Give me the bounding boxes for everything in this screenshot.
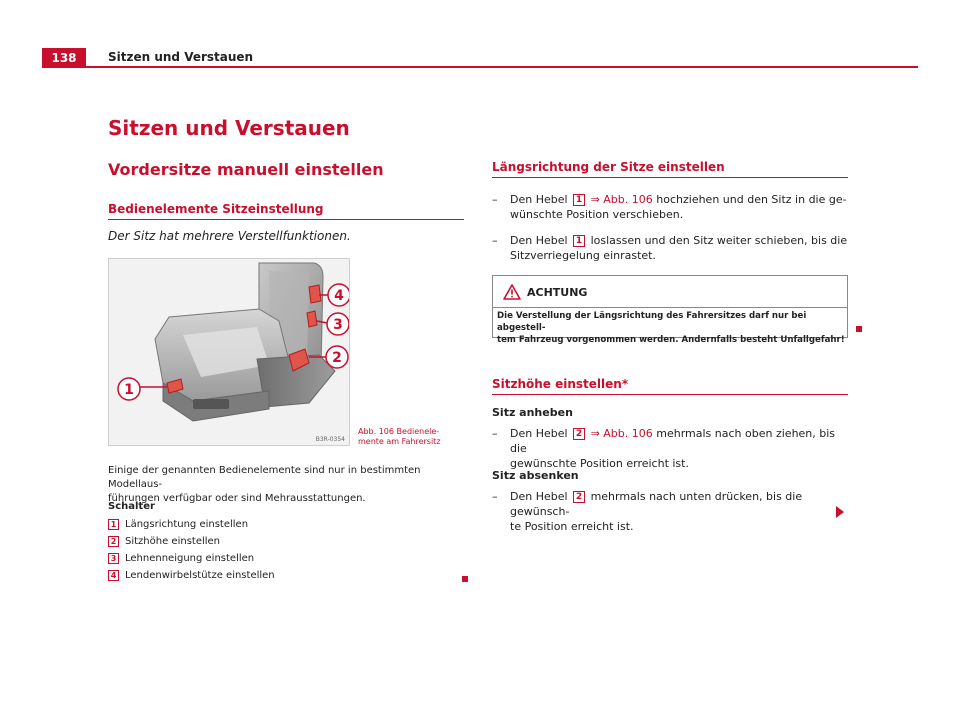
warning-line-2: tem Fahrzeug vorgenommen werden. Andernfalls besteht Unfallgefahr! [497, 335, 845, 345]
step-line2: wünschte Position verschieben. [510, 208, 684, 221]
section1-steps [492, 192, 852, 263]
callout-1 [118, 378, 140, 400]
section2-title: Sitzhöhe einstellen* [492, 377, 848, 395]
chapter-title: Sitzen und Verstauen [108, 116, 350, 140]
warning-triangle-icon [503, 284, 521, 300]
lower-heading: Sitz absenken [492, 469, 579, 482]
intro-text: Der Sitz hat mehrere Verstellfunktionen. [108, 229, 351, 243]
raise-heading: Sitz anheben [492, 406, 573, 419]
callout-4 [328, 284, 350, 306]
warning-end-mark [856, 326, 862, 332]
note-line-2: führungen verfügbar oder sind Mehrausstattungen. [108, 493, 366, 504]
item-label: Längsrichtung einstellen [125, 519, 249, 530]
step-line2: gewünschte Position erreicht ist. [510, 457, 689, 470]
item-number: 1 [108, 519, 119, 530]
seat-illustration [109, 259, 350, 446]
step-lower [492, 489, 852, 534]
warning-title: ACHTUNG [527, 286, 588, 299]
lower-step [492, 489, 852, 534]
step-pre: Den Hebel [510, 234, 568, 247]
step-post: loslassen und den Sitz weiter schieben, bis die [590, 234, 848, 247]
step-dash: – [492, 490, 498, 503]
step-pre: Den Hebel [510, 193, 568, 206]
step-lever-number: 1 [573, 235, 585, 247]
item-label: Lehnenneigung einstellen [125, 553, 255, 564]
step-pre: Den Hebel [510, 427, 568, 440]
list-item [108, 533, 275, 550]
step-pre: Den Hebel [510, 490, 568, 503]
step-dash: – [492, 427, 498, 440]
svg-text:3: 3 [333, 317, 343, 333]
callout-2 [326, 346, 348, 368]
page-number: 138 [42, 48, 86, 68]
seat-figure [108, 258, 350, 446]
schalter-heading: Schalter [108, 501, 155, 512]
step-post: hochziehen und den Sitz in die ge- [656, 193, 847, 206]
figure-reference-link[interactable]: ⇒ Abb. 106 [590, 427, 653, 440]
raise-step [492, 426, 852, 471]
figure-code: B3R-0354 [315, 436, 345, 443]
svg-text:2: 2 [332, 350, 342, 366]
continue-arrow-icon [836, 506, 844, 518]
step-line2: Sitzverriegelung einrastet. [510, 249, 656, 262]
svg-text:1: 1 [124, 382, 134, 398]
callout-3 [327, 313, 349, 335]
warning-line-1: Die Verstellung der Längsrichtung des Fahrersitzes darf nur bei abgestell- [497, 311, 807, 333]
step-raise [492, 426, 852, 471]
section-title: Vordersitze manuell einstellen [108, 160, 384, 179]
step-post: mehrmals nach oben ziehen, bis die [510, 427, 836, 455]
section1-title: Längsrichtung der Sitze einstellen [492, 160, 848, 178]
step-line2: te Position erreicht ist. [510, 520, 634, 533]
step-lever-number: 2 [573, 491, 585, 503]
figure-reference-link[interactable]: ⇒ Abb. 106 [590, 193, 653, 206]
warning-box [492, 275, 848, 345]
step-1 [492, 192, 852, 222]
step-lever-number: 1 [573, 194, 585, 206]
section-end-mark [462, 576, 468, 582]
step-dash: – [492, 193, 498, 206]
caption-line-1: Abb. 106 Bedienele- [358, 427, 440, 436]
step-2 [492, 233, 852, 263]
running-title: Sitzen und Verstauen [108, 50, 254, 64]
step-post: mehrmals nach unten drücken, bis die gewünsch- [510, 490, 803, 518]
note-line-1: Einige der genannten Bedienelemente sind nur in bestimmten Modellaus- [108, 465, 421, 490]
item-number: 2 [108, 536, 119, 547]
list-item [108, 516, 275, 533]
step-lever-number: 2 [573, 428, 585, 440]
list-item [108, 550, 275, 567]
subsection-title: Bedienelemente Sitzeinstellung [108, 202, 464, 220]
item-label: Sitzhöhe einstellen [125, 536, 221, 547]
switch-list [108, 516, 275, 584]
svg-text:4: 4 [334, 288, 344, 304]
availability-note [108, 464, 468, 506]
item-number: 4 [108, 570, 119, 581]
warning-header [493, 276, 847, 308]
caption-line-2: mente am Fahrersitz [358, 437, 441, 446]
item-label: Lendenwirbelstütze einstellen [125, 570, 275, 581]
header-rule [42, 66, 918, 68]
step-dash: – [492, 234, 498, 247]
item-number: 3 [108, 553, 119, 564]
figure-caption [358, 427, 441, 447]
warning-text [497, 310, 847, 346]
list-item [108, 567, 275, 584]
